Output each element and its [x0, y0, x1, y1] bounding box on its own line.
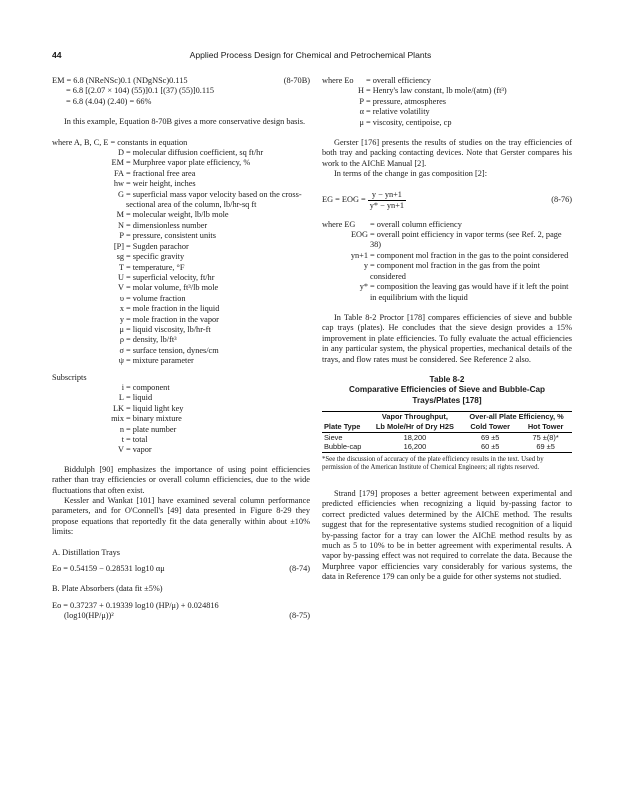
table-row: Sieve 18,200 69 ±5 75 ±(8)* [324, 432, 559, 442]
subscripts-list [52, 383, 310, 456]
where-intro: where A, B, C, E = constants in equation [52, 137, 188, 147]
running-title: Applied Process Design for Chemical and Petrochemical Plants [189, 50, 432, 60]
page-number: 44 [52, 50, 62, 60]
paragraph: In this example, Equation 8-70B gives a more conservative design basis. [64, 117, 306, 127]
def-row: P = pressure, atmospheres [359, 96, 447, 106]
def-row: μ = viscosity, centipoise, cp [359, 117, 452, 127]
def-row: t = total [121, 435, 148, 444]
def-row: σ = surface tension, dynes/cm [119, 345, 219, 355]
equation-8-75-line-1: Eo = 0.37237 + 0.19339 log10 (HP/μ) + 0.024816 [52, 600, 219, 610]
table-header-row: Vapor Throughput, Over-all Plate Efficiency, % [322, 412, 572, 422]
def-row: mix = binary mixture [111, 414, 182, 424]
def-row: ρ = density, lb/ft³ [119, 335, 177, 345]
paragraph: Biddulph [90] emphasizes the importance of using point efficiencies rather than tray efficiencies or overall column efficiencies, due to the wide fluctuations that often exist. [52, 464, 310, 495]
equation-number: (8-74) [289, 564, 310, 574]
def-row: L = liquid [118, 393, 153, 403]
def-row: α = relative volatility [359, 107, 430, 117]
subscripts-heading: Subscripts [52, 372, 87, 382]
def-row: yn+1 = component mol fraction in the gas to the point considered [350, 250, 569, 260]
def-row: n = plate number [119, 424, 177, 434]
def-row: y = mole fraction in the vapor [119, 314, 219, 324]
section-b-heading: B. Plate Absorbers (data fit ±5%) [52, 584, 163, 594]
def-row: D = molecular diffusion coefficient, sq ft/hr [118, 148, 264, 158]
def-row: υ = volume fraction [119, 293, 186, 303]
paragraph: Strand [179] proposes a better agreement between experimental and predicted efficiencies when recognizing a liquid by-passing factor to correct predicted values determined by the AIChE method. The results suggest that for the representative systems studied recognition of a liquid by-passing factor for a tray can lower the AIChE method results by as much as 5 to 10% to be in better agreement with experimental results. A vapor by-passing effect was not required to correlate the data. Because the Murphree vapor efficiencies vary considerably for various systems, the data in Reference 179 can only be a guide for other systems not studied. [322, 489, 572, 582]
table-row: Bubble-cap 16,200 60 ±5 69 ±5 [322, 442, 572, 452]
def-row: y = component mol fraction in the gas from the point considered [363, 261, 540, 281]
def-row: G = superficial mass vapor velocity based on the cross-sectional area of the column, lb/hr-sq ft [118, 189, 302, 210]
variable-list [322, 220, 572, 303]
equation-8-75-line-2: (log10(HP/μ))² (8-75) [64, 611, 310, 621]
equation-number: (8-70B) [283, 76, 310, 85]
def-row: y* = composition the leaving gas would have if it left the point in equilibrium with the liquid [359, 282, 569, 302]
table-title-line-1: Comparative Efficiencies of Sieve and Bubble-Cap [348, 385, 546, 395]
def-row: EM = Murphree vapor plate efficiency, % [111, 158, 251, 168]
calc-line-2: = 6.8 [(2.07 × 104) (55)]0.1 [(37) (55)]0.115 [66, 86, 214, 96]
def-row: T = temperature, °F [118, 262, 185, 272]
calc-line-3: = 6.8 (4.04) (2.40) = 66% [66, 96, 152, 106]
def-row: V = vapor [118, 445, 152, 455]
fraction: $\frac{y - yn+1}{y* - yn+1}$ [369, 189, 405, 211]
def-row: H = Henry's law constant, lb mole/(atm) (ft³) [358, 86, 507, 96]
def-row: sg = specific gravity [116, 252, 185, 262]
nomenclature-list [52, 148, 310, 367]
left-column [52, 76, 310, 622]
table-title-line-2: Trays/Plates [178] [412, 395, 482, 405]
def-row: μ = liquid viscosity, lb/hr-ft [119, 324, 211, 334]
right-column [322, 76, 572, 583]
def-row: M = molecular weight, lb/lb mole [116, 210, 229, 220]
equation-8-76: EG = EOG = $\frac{y - yn+1}{y* - yn+1}$ (8-76) [322, 189, 572, 211]
equation-number: (8-76) [551, 194, 572, 204]
running-header [52, 50, 569, 64]
paragraph: In Table 8-2 Proctor [178] compares efficiencies of sieve and bubble cap trays (plates). He concludes that the sieve design provides a 15% improvement in plate efficiencies. To fully evaluate the actual efficiencies in any particular system, the physical properties, mechanical details of the trays, and flow rates must be considered. See Reference 2 also. [322, 312, 572, 364]
calc-line-1: EM = 6.8 (NReNSc)0.1 (NDgNSc)0.115 (8-70B) [52, 76, 310, 85]
def-row: P = pressure, consistent units [119, 231, 216, 241]
def-row: FA = fractional free area [114, 168, 196, 178]
paragraph: Kessler and Wankat [101] have examined several column performance parameters, and for O'Connell's [49] data presented in Figure 8-29 they propose equations that reportedly fit the data generally within about ±10% limits: [52, 496, 310, 537]
def-row: ψ = mixture parameter [118, 356, 194, 366]
def-row: V = molar volume, ft³/lb mole [118, 283, 219, 293]
paragraph: Gerster [176] presents the results of studies on the tray efficiencies of both tray and packing contacting devices. Note that Gerster compares his work to the AIChE Manual [2]. [322, 138, 572, 168]
efficiency-table [322, 411, 572, 452]
paragraph: In terms of the change in gas composition [2]: [334, 169, 487, 179]
table-footnote: *See the discussion of accuracy of the plate efficiency results in the text. Used by permission of the American Institute of Chemical Engineers; all rights reserved. [322, 455, 544, 472]
equation-8-74: Eo = 0.54159 − 0.28531 log10 αμ (8-74) [52, 564, 310, 574]
def-row: N = dimensionless number [118, 220, 208, 230]
equation-number: (8-75) [289, 611, 310, 621]
table-label: Table 8-2 [429, 374, 465, 384]
def-row: where EG = overall column efficiency [322, 219, 462, 229]
def-row: x = mole fraction in the liquid [119, 304, 220, 314]
def-row: LK = liquid light key [112, 403, 184, 413]
def-row: U = superficial velocity, ft/hr [118, 272, 215, 282]
def-row: i = component [121, 382, 170, 392]
def-row: EOG = overall point efficiency in vapor terms (see Ref. 2, page 38) [350, 230, 562, 250]
def-row: [P] = Sugden parachor [113, 241, 189, 251]
variable-list [322, 76, 572, 128]
section-a-heading: A. Distillation Trays [52, 547, 120, 557]
table-header-row: Plate Type Lb Mole/Hr of Dry H2S Cold Tower Hot Tower [322, 422, 572, 432]
def-row: hw = weir height, inches [113, 179, 196, 189]
def-row: where Eo = overall efficiency [322, 76, 431, 85]
table-8-2 [322, 375, 572, 473]
